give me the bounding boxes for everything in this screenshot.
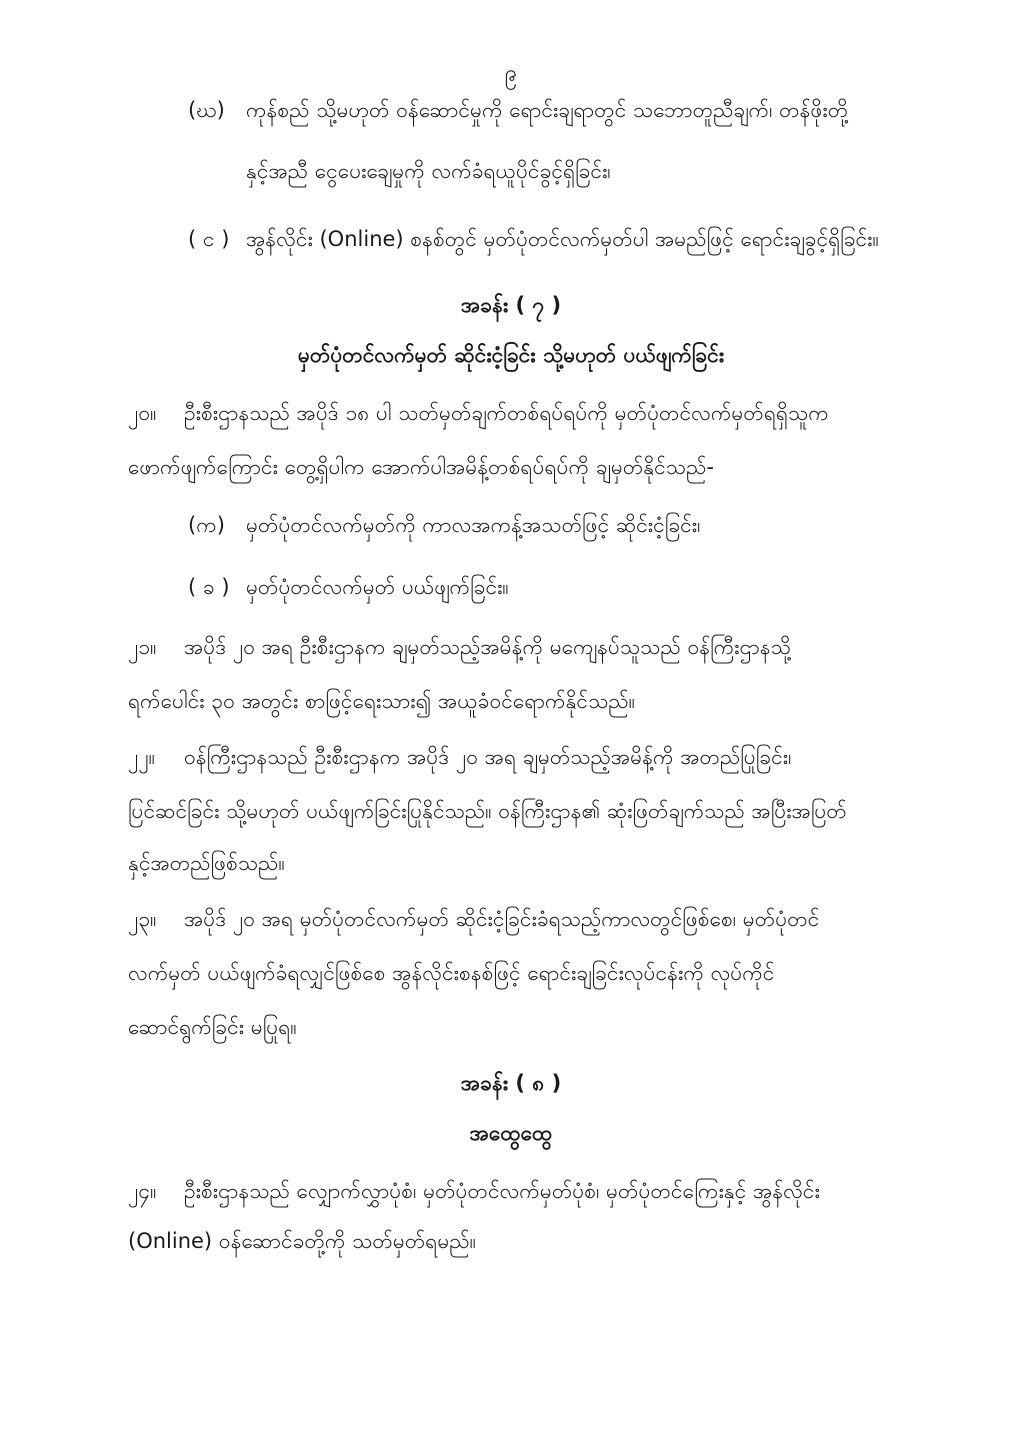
section-text: အပိုဒ် ၂၀ အရ ဦးစီးဌာနက ချမှတ်သည့်အမိန့်ကို မကျေနပ်သူသည် ဝန်ကြီးဌာနသို့	[184, 635, 791, 659]
section-number: ၂၁။	[128, 635, 157, 659]
chapter-8-heading: အခန်း ( ၈ )	[460, 1071, 562, 1095]
section-text: အပိုဒ် ၂၀ အရ မှတ်ပုံတင်လက်မှတ် ဆိုင်းငံ့ခြင်းခံရသည့်ကာလတွင်ဖြစ်စေ၊ မှတ်ပုံတင်	[184, 907, 820, 931]
section-text: ဦးစီးဌာနသည် လျှောက်လွှာပုံစံ၊ မှတ်ပုံတင်လက်မှတ်ပုံစံ၊ မှတ်ပုံတင်ကြေးနှင့် အွန်လိုင်း	[184, 1179, 820, 1203]
section-22-continuation-1: ပြင်ဆင်ခြင်း သို့မဟုတ် ပယ်ဖျက်ခြင်းပြုနိုင်သည်။ ဝန်ကြီးဌာန၏ ဆုံးဖြတ်ချက်သည် အပြီးအပြတ်	[128, 799, 847, 823]
sub-item-gha-continuation: နှင့်အညီ ငွေပေးချေမှုကို လက်ခံရယူပိုင်ခွင့်ရှိခြင်း၊	[246, 159, 611, 183]
sub-item-nga	[188, 224, 879, 254]
section-number: ၂၃။	[128, 907, 157, 931]
section-number: ၂၂။	[128, 745, 155, 769]
section-number: ၂၀။	[128, 401, 157, 425]
chapter-7-heading: အခန်း ( ၇ )	[460, 293, 562, 317]
section-23-continuation-1: လက်မှတ် ပယ်ဖျက်ခံရလျှင်ဖြစ်စေ အွန်လိုင်းစနစ်ဖြင့် ရောင်းချခြင်းလုပ်ငန်းကို လုပ်ကိုင်	[128, 961, 775, 985]
sub-item-text: ကုန်စည် သို့မဟုတ် ဝန်ဆောင်မှုကို ရောင်းချရာတွင် သဘောတူညီချက်၊ တန်ဖိုးတို့	[246, 98, 849, 122]
section-20-item-kha	[188, 572, 509, 602]
section-22-continuation-2: နှင့်အတည်ဖြစ်သည်။	[128, 851, 285, 875]
section-23-continuation-2: ဆောင်ရွက်ခြင်း မပြုရ။	[128, 1015, 297, 1039]
section-21	[128, 632, 791, 662]
chapter-8-title: အထွေထွေ	[469, 1121, 553, 1145]
sub-item-text: အွန်လိုင်း (Online) စနစ်တွင် မှတ်ပုံတင်လက်မှတ်ပါ အမည်ဖြင့် ရောင်းချခွင့်ရှိခြင်း။	[246, 227, 879, 251]
section-20-item-ka	[188, 510, 700, 540]
section-number: ၂၄။	[128, 1179, 157, 1203]
section-24-continuation: (Online) ဝန်ဆောင်ခတို့ကို သတ်မှတ်ရမည်။	[128, 1229, 477, 1253]
section-20-continuation: ဖောက်ဖျက်ကြောင်း တွေ့ရှိပါက အောက်ပါအမိန့်တစ်ရပ်ရပ်ကို ချမှတ်နိုင်သည်-	[128, 455, 714, 479]
section-24	[128, 1176, 820, 1206]
section-20	[128, 398, 829, 428]
section-text: ဝန်ကြီးဌာနသည် ဦးစီးဌာနက အပိုဒ် ၂၀ အရ ချမှတ်သည့်အမိန့်ကို အတည်ပြုခြင်း၊	[184, 745, 792, 769]
sub-item-text: မှတ်ပုံတင်လက်မှတ်ကို ကာလအကန့်အသတ်ဖြင့် ဆိုင်းငံ့ခြင်း၊	[246, 513, 701, 537]
chapter-7-title: မှတ်ပုံတင်လက်မှတ် ဆိုင်းငံ့ခြင်း သို့မဟုတ် ပယ်ဖျက်ခြင်း	[297, 343, 725, 367]
section-23	[128, 904, 819, 934]
section-22	[128, 742, 791, 772]
sub-item-label: ( င )	[188, 227, 230, 251]
section-text: ဦးစီးဌာနသည် အပိုဒ် ၁၈ ပါ သတ်မှတ်ချက်တစ်ရပ်ရပ်ကို မှတ်ပုံတင်လက်မှတ်ရရှိသူက	[184, 401, 829, 425]
sub-item-gha	[188, 95, 848, 125]
sub-item-text: မှတ်ပုံတင်လက်မှတ် ပယ်ဖျက်ခြင်း။	[246, 575, 509, 599]
sub-item-label: ( ခ )	[188, 575, 230, 599]
sub-item-label: (ဃ)	[188, 98, 225, 122]
sub-item-label: (က)	[188, 513, 225, 537]
section-21-continuation: ရက်ပေါင်း ၃၀ အတွင်း စာဖြင့်ရေးသား၍ အယူခံဝင်ရောက်နိုင်သည်။	[128, 689, 636, 713]
page-number: ၉	[504, 61, 518, 86]
